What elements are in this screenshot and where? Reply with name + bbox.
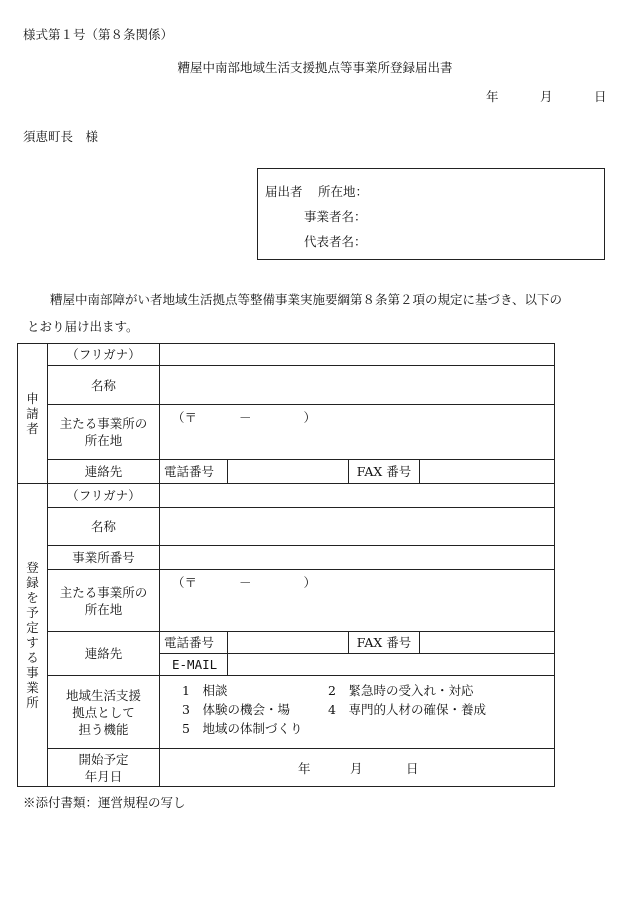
form-number: 様式第１号（第８条関係） bbox=[23, 27, 174, 42]
office-contact-label: 連絡先 bbox=[48, 632, 160, 676]
name-label: 名称 bbox=[48, 366, 160, 405]
function-list bbox=[160, 676, 555, 749]
attachment-note: ※添付書類：運営規程の写し bbox=[23, 795, 186, 810]
office-fax-field[interactable] bbox=[420, 632, 555, 654]
body-text bbox=[23, 286, 613, 340]
body-line-2: とおり届け出ます。 bbox=[27, 319, 139, 334]
date-day-label: 日 bbox=[594, 89, 607, 104]
contact-label: 連絡先 bbox=[48, 460, 160, 484]
function-option-4[interactable]: 4 専門的人材の確保・養成 bbox=[328, 702, 486, 717]
office-email-field[interactable] bbox=[228, 654, 555, 676]
furigana-label: （フリガナ） bbox=[48, 344, 160, 366]
office-address-label: 主たる事業所の 所在地 bbox=[48, 570, 160, 632]
date-year-label: 年 bbox=[486, 89, 499, 104]
start-day-label: 日 bbox=[406, 761, 419, 776]
office-furigana-label: （フリガナ） bbox=[48, 484, 160, 508]
office-name-label: 名称 bbox=[48, 508, 160, 546]
fax-label: FAX 番号 bbox=[349, 460, 420, 484]
office-phone-field[interactable] bbox=[228, 632, 349, 654]
section-applicant: 申 請 者 bbox=[18, 344, 48, 484]
addressee: 須恵町長 様 bbox=[23, 129, 99, 144]
registration-form-table bbox=[17, 343, 555, 787]
office-number-field[interactable] bbox=[160, 546, 555, 570]
reporter-label: 届出者 bbox=[265, 184, 303, 199]
applicant-address-field[interactable]: （〒 － ） bbox=[160, 405, 555, 460]
office-fax-label: FAX 番号 bbox=[349, 632, 420, 654]
function-label: 地域生活支援 拠点として 担う機能 bbox=[48, 676, 160, 749]
applicant-fax-field[interactable] bbox=[420, 460, 555, 484]
applicant-phone-field[interactable] bbox=[228, 460, 349, 484]
start-month-label: 月 bbox=[350, 761, 363, 776]
phone-label: 電話番号 bbox=[160, 460, 228, 484]
office-furigana-field[interactable] bbox=[160, 484, 555, 508]
applicant-name-field[interactable] bbox=[160, 366, 555, 405]
office-address-field[interactable]: （〒 － ） bbox=[160, 570, 555, 632]
date-month-label: 月 bbox=[540, 89, 553, 104]
business-name-label: 事業者名： bbox=[304, 209, 367, 224]
start-date-field[interactable] bbox=[160, 749, 555, 787]
body-line-1: 糟屋中南部障がい者地域生活拠点等整備事業実施要綱第８条第２項の規定に基づき、以下の bbox=[50, 292, 563, 307]
function-option-5[interactable]: 5 地域の体制づくり bbox=[182, 721, 303, 736]
applicant-address-label: 所在地： bbox=[318, 184, 369, 199]
applicant-furigana-field[interactable] bbox=[160, 344, 555, 366]
document-title: 糟屋中南部地域生活支援拠点等事業所登録届出書 bbox=[177, 60, 453, 75]
email-label: E-MAIL bbox=[160, 654, 228, 676]
start-date-label: 開始予定 年月日 bbox=[48, 749, 160, 787]
main-office-address-label: 主たる事業所の 所在地 bbox=[48, 405, 160, 460]
office-name-field[interactable] bbox=[160, 508, 555, 546]
representative-label: 代表者名： bbox=[304, 234, 367, 249]
function-option-3[interactable]: 3 体験の機会・場 bbox=[182, 702, 290, 717]
function-option-2[interactable]: 2 緊急時の受入れ・対応 bbox=[328, 683, 474, 698]
function-option-1[interactable]: 1 相談 bbox=[182, 683, 228, 698]
office-number-label: 事業所番号 bbox=[48, 546, 160, 570]
office-phone-label: 電話番号 bbox=[160, 632, 228, 654]
applicant-box bbox=[257, 168, 605, 260]
start-year-label: 年 bbox=[298, 761, 311, 776]
section-office: 登 録 を 予 定 す る 事 業 所 bbox=[18, 484, 48, 787]
